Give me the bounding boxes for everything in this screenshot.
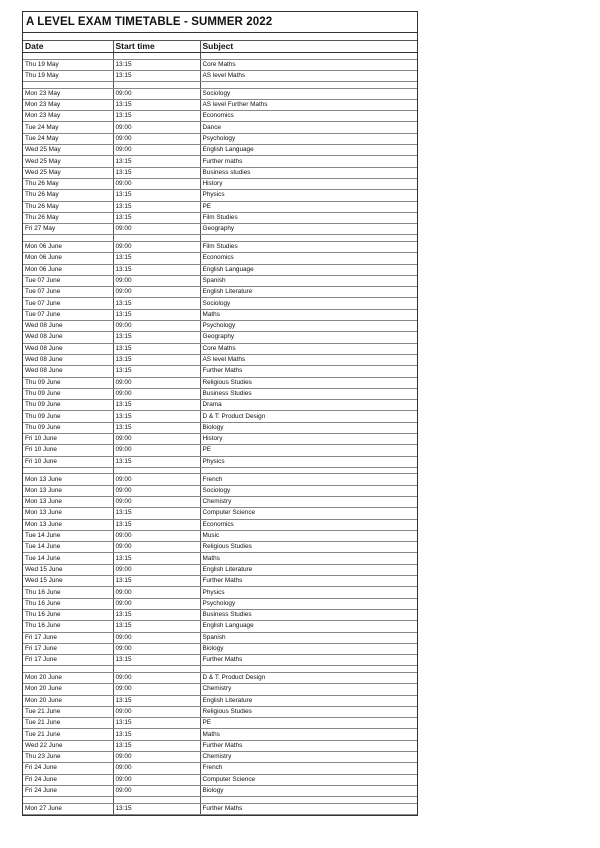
table-row (23, 88, 417, 99)
date-cell: Mon 23 May (23, 111, 113, 122)
subject-cell: Sociology (200, 298, 417, 309)
subject-cell: Spanish (200, 632, 417, 643)
subject-cell: Geography (200, 332, 417, 343)
date-cell: Tue 14 June (23, 553, 113, 564)
start-time-cell: 13:15 (113, 167, 200, 178)
subject-cell: Further maths (200, 156, 417, 167)
date-cell: Tue 07 June (23, 275, 113, 286)
table-row (23, 740, 417, 751)
subject-cell: Sociology (200, 88, 417, 99)
date-cell: Wed 25 May (23, 145, 113, 156)
subject-cell: Core Maths (200, 59, 417, 70)
table-row (23, 598, 417, 609)
table-row (23, 145, 417, 156)
table-row (23, 253, 417, 264)
date-cell: Wed 15 June (23, 576, 113, 587)
table-row (23, 70, 417, 81)
table-row (23, 785, 417, 796)
date-cell: Mon 20 June (23, 695, 113, 706)
subject-cell: Business Studies (200, 388, 417, 399)
start-time-cell: 09:00 (113, 564, 200, 575)
table-row (23, 434, 417, 445)
page-title: A LEVEL EXAM TIMETABLE - SUMMER 2022 (23, 12, 417, 33)
date-cell: Fri 10 June (23, 456, 113, 467)
date-cell: Fri 24 June (23, 774, 113, 785)
date-cell: Wed 08 June (23, 321, 113, 332)
start-time-cell: 09:00 (113, 643, 200, 654)
subject-cell: Maths (200, 729, 417, 740)
table-row (23, 672, 417, 683)
subject-cell: Psychology (200, 133, 417, 144)
subject-cell: Sociology (200, 485, 417, 496)
table-row (23, 122, 417, 133)
start-time-cell: 13:15 (113, 400, 200, 411)
start-time-cell: 13:15 (113, 156, 200, 167)
table-row (23, 508, 417, 519)
date-cell: Wed 15 June (23, 564, 113, 575)
subject-cell: Further Maths (200, 576, 417, 587)
subject-cell: Business Studies (200, 609, 417, 620)
table-row (23, 718, 417, 729)
subject-cell: English Literature (200, 564, 417, 575)
table-row (23, 201, 417, 212)
subject-cell: Further Maths (200, 803, 417, 814)
start-time-cell: 13:15 (113, 190, 200, 201)
subject-cell: Computer Science (200, 508, 417, 519)
date-cell: Tue 21 June (23, 729, 113, 740)
subject-cell: English Language (200, 621, 417, 632)
start-time-cell: 09:00 (113, 241, 200, 252)
date-cell: Mon 13 June (23, 485, 113, 496)
subject-cell: English Language (200, 145, 417, 156)
date-cell: Wed 08 June (23, 343, 113, 354)
date-cell: Thu 19 May (23, 70, 113, 81)
start-time-cell: 13:15 (113, 553, 200, 564)
table-row (23, 774, 417, 785)
table-row (23, 59, 417, 70)
start-time-cell: 13:15 (113, 70, 200, 81)
date-cell: Tue 07 June (23, 298, 113, 309)
start-time-cell: 13:15 (113, 422, 200, 433)
date-cell: Tue 14 June (23, 530, 113, 541)
subject-cell: Physics (200, 190, 417, 201)
start-time-cell: 13:15 (113, 253, 200, 264)
date-cell: Wed 08 June (23, 366, 113, 377)
subject-cell: Film Studies (200, 212, 417, 223)
subject-cell: Biology (200, 422, 417, 433)
subject-cell: Further Maths (200, 655, 417, 666)
table-row (23, 321, 417, 332)
subject-cell: Physics (200, 587, 417, 598)
start-time-cell: 13:15 (113, 99, 200, 110)
subject-cell: French (200, 763, 417, 774)
start-time-cell: 13:15 (113, 411, 200, 422)
subject-cell: Economics (200, 111, 417, 122)
date-cell: Fri 17 June (23, 655, 113, 666)
date-cell: Wed 08 June (23, 332, 113, 343)
date-cell: Thu 16 June (23, 609, 113, 620)
subject-cell: Maths (200, 553, 417, 564)
start-time-cell: 09:00 (113, 752, 200, 763)
subject-cell: English Literature (200, 287, 417, 298)
table-row (23, 287, 417, 298)
date-cell: Fri 10 June (23, 445, 113, 456)
table-row (23, 752, 417, 763)
start-time-cell: 09:00 (113, 684, 200, 695)
table-row (23, 621, 417, 632)
subject-cell: D & T: Product Design (200, 411, 417, 422)
date-cell: Mon 06 June (23, 264, 113, 275)
start-time-cell: 09:00 (113, 145, 200, 156)
date-cell: Thu 09 June (23, 411, 113, 422)
date-cell: Tue 21 June (23, 706, 113, 717)
start-time-cell: 13:15 (113, 718, 200, 729)
start-time-cell: 13:15 (113, 695, 200, 706)
table-row (23, 609, 417, 620)
subject-cell: Religious Studies (200, 377, 417, 388)
start-time-cell: 13:15 (113, 740, 200, 751)
start-time-column-header: Start time (113, 41, 200, 53)
start-time-cell: 13:15 (113, 309, 200, 320)
start-time-cell: 13:15 (113, 298, 200, 309)
table-row (23, 706, 417, 717)
subject-cell: Core Maths (200, 343, 417, 354)
start-time-cell: 13:15 (113, 729, 200, 740)
date-cell: Mon 13 June (23, 474, 113, 485)
table-row (23, 309, 417, 320)
date-cell: Thu 16 June (23, 587, 113, 598)
table-row (23, 655, 417, 666)
subject-cell: PE (200, 445, 417, 456)
subject-cell: English Literature (200, 695, 417, 706)
start-time-cell: 13:15 (113, 519, 200, 530)
start-time-cell: 09:00 (113, 774, 200, 785)
start-time-cell: 09:00 (113, 224, 200, 235)
subject-cell: History (200, 434, 417, 445)
subject-cell: Maths (200, 309, 417, 320)
start-time-cell: 09:00 (113, 178, 200, 189)
date-cell: Mon 23 May (23, 88, 113, 99)
table-row (23, 343, 417, 354)
start-time-cell: 09:00 (113, 474, 200, 485)
start-time-cell: 13:15 (113, 111, 200, 122)
table-row (23, 519, 417, 530)
table-row (23, 474, 417, 485)
start-time-cell: 09:00 (113, 287, 200, 298)
date-cell: Fri 17 June (23, 632, 113, 643)
start-time-cell: 13:15 (113, 366, 200, 377)
subject-cell: Geography (200, 224, 417, 235)
start-time-cell: 13:15 (113, 343, 200, 354)
subject-cell: Economics (200, 253, 417, 264)
date-cell: Tue 07 June (23, 287, 113, 298)
subject-cell: Chemistry (200, 752, 417, 763)
start-time-cell: 09:00 (113, 485, 200, 496)
table-row (23, 332, 417, 343)
table-row (23, 167, 417, 178)
subject-cell: Computer Science (200, 774, 417, 785)
table-row (23, 411, 417, 422)
table-row (23, 241, 417, 252)
table-row (23, 564, 417, 575)
subject-cell: Religious Studies (200, 706, 417, 717)
table-row (23, 366, 417, 377)
subject-cell: History (200, 178, 417, 189)
table-row (23, 133, 417, 144)
timetable-table (23, 41, 417, 815)
date-cell: Thu 09 June (23, 377, 113, 388)
date-cell: Thu 26 May (23, 178, 113, 189)
timetable-sheet (22, 11, 418, 816)
subject-cell: Dance (200, 122, 417, 133)
start-time-cell: 13:15 (113, 354, 200, 365)
table-row (23, 456, 417, 467)
date-cell: Mon 23 May (23, 99, 113, 110)
start-time-cell: 09:00 (113, 785, 200, 796)
table-row (23, 156, 417, 167)
date-cell: Wed 25 May (23, 167, 113, 178)
table-row (23, 496, 417, 507)
subject-cell: D & T: Product Design (200, 672, 417, 683)
start-time-cell: 13:15 (113, 212, 200, 223)
start-time-cell: 09:00 (113, 388, 200, 399)
date-cell: Wed 25 May (23, 156, 113, 167)
start-time-cell: 13:15 (113, 609, 200, 620)
start-time-cell: 09:00 (113, 445, 200, 456)
date-cell: Wed 22 June (23, 740, 113, 751)
start-time-cell: 13:15 (113, 576, 200, 587)
date-cell: Mon 06 June (23, 241, 113, 252)
date-cell: Mon 20 June (23, 672, 113, 683)
subject-cell: Biology (200, 785, 417, 796)
table-row (23, 422, 417, 433)
table-row (23, 190, 417, 201)
start-time-cell: 09:00 (113, 632, 200, 643)
table-row (23, 530, 417, 541)
subject-cell: Music (200, 530, 417, 541)
start-time-cell: 09:00 (113, 434, 200, 445)
subject-cell: Economics (200, 519, 417, 530)
date-cell: Thu 09 June (23, 400, 113, 411)
start-time-cell: 13:15 (113, 508, 200, 519)
date-cell: Mon 06 June (23, 253, 113, 264)
start-time-cell: 13:15 (113, 264, 200, 275)
table-row (23, 763, 417, 774)
date-cell: Fri 24 June (23, 763, 113, 774)
subject-cell: AS level Maths (200, 354, 417, 365)
table-row (23, 99, 417, 110)
start-time-cell: 09:00 (113, 122, 200, 133)
subject-cell: Chemistry (200, 684, 417, 695)
start-time-cell: 09:00 (113, 530, 200, 541)
subject-cell: Psychology (200, 321, 417, 332)
start-time-cell: 13:15 (113, 621, 200, 632)
table-row (23, 576, 417, 587)
table-row (23, 632, 417, 643)
start-time-cell: 13:15 (113, 803, 200, 814)
start-time-cell: 09:00 (113, 598, 200, 609)
start-time-cell: 13:15 (113, 201, 200, 212)
table-row (23, 485, 417, 496)
subject-cell: Spanish (200, 275, 417, 286)
table-row (23, 553, 417, 564)
start-time-cell: 09:00 (113, 275, 200, 286)
header-row (23, 41, 417, 53)
table-row (23, 400, 417, 411)
start-time-cell: 09:00 (113, 321, 200, 332)
date-cell: Tue 07 June (23, 309, 113, 320)
table-row (23, 178, 417, 189)
date-cell: Mon 13 June (23, 519, 113, 530)
date-cell: Fri 17 June (23, 643, 113, 654)
date-cell: Thu 26 May (23, 201, 113, 212)
date-cell: Thu 09 June (23, 422, 113, 433)
table-row (23, 224, 417, 235)
table-row (23, 275, 417, 286)
start-time-cell: 13:15 (113, 59, 200, 70)
table-row (23, 298, 417, 309)
table-row (23, 684, 417, 695)
subject-cell: AS level Maths (200, 70, 417, 81)
table-row (23, 377, 417, 388)
table-row (23, 354, 417, 365)
date-column-header: Date (23, 41, 113, 53)
date-cell: Tue 14 June (23, 542, 113, 553)
date-cell: Mon 27 June (23, 803, 113, 814)
subject-cell: Biology (200, 643, 417, 654)
start-time-cell: 09:00 (113, 377, 200, 388)
subject-cell: Film Studies (200, 241, 417, 252)
table-row (23, 111, 417, 122)
start-time-cell: 09:00 (113, 88, 200, 99)
date-cell: Thu 19 May (23, 59, 113, 70)
subject-cell: PE (200, 718, 417, 729)
title-spacer-row (23, 33, 417, 41)
date-cell: Mon 13 June (23, 508, 113, 519)
start-time-cell: 09:00 (113, 133, 200, 144)
subject-cell: PE (200, 201, 417, 212)
subject-cell: Drama (200, 400, 417, 411)
table-row (23, 729, 417, 740)
table-row (23, 803, 417, 814)
subject-cell: Psychology (200, 598, 417, 609)
subject-cell: Business studies (200, 167, 417, 178)
table-row (23, 445, 417, 456)
date-cell: Thu 26 May (23, 190, 113, 201)
date-cell: Thu 09 June (23, 388, 113, 399)
date-cell: Thu 16 June (23, 598, 113, 609)
table-row (23, 542, 417, 553)
start-time-cell: 09:00 (113, 587, 200, 598)
table-row (23, 695, 417, 706)
start-time-cell: 13:15 (113, 655, 200, 666)
start-time-cell: 09:00 (113, 763, 200, 774)
start-time-cell: 13:15 (113, 456, 200, 467)
date-cell: Tue 24 May (23, 133, 113, 144)
subject-column-header: Subject (200, 41, 417, 53)
start-time-cell: 09:00 (113, 672, 200, 683)
date-cell: Thu 26 May (23, 212, 113, 223)
date-cell: Fri 24 June (23, 785, 113, 796)
table-row (23, 212, 417, 223)
date-cell: Thu 16 June (23, 621, 113, 632)
subject-cell: AS level Further Maths (200, 99, 417, 110)
date-cell: Fri 27 May (23, 224, 113, 235)
subject-cell: Physics (200, 456, 417, 467)
subject-cell: Further Maths (200, 740, 417, 751)
start-time-cell: 13:15 (113, 332, 200, 343)
date-cell: Mon 20 June (23, 684, 113, 695)
subject-cell: Religious Studies (200, 542, 417, 553)
date-cell: Mon 13 June (23, 496, 113, 507)
subject-cell: Chemistry (200, 496, 417, 507)
start-time-cell: 09:00 (113, 496, 200, 507)
table-row (23, 264, 417, 275)
table-row (23, 587, 417, 598)
date-cell: Thu 23 June (23, 752, 113, 763)
subject-cell: Further Maths (200, 366, 417, 377)
subject-cell: English Language (200, 264, 417, 275)
date-cell: Wed 08 June (23, 354, 113, 365)
start-time-cell: 09:00 (113, 706, 200, 717)
start-time-cell: 09:00 (113, 542, 200, 553)
date-cell: Fri 10 June (23, 434, 113, 445)
table-row (23, 643, 417, 654)
timetable-body (23, 53, 417, 815)
table-row (23, 388, 417, 399)
date-cell: Tue 21 June (23, 718, 113, 729)
subject-cell: French (200, 474, 417, 485)
date-cell: Tue 24 May (23, 122, 113, 133)
